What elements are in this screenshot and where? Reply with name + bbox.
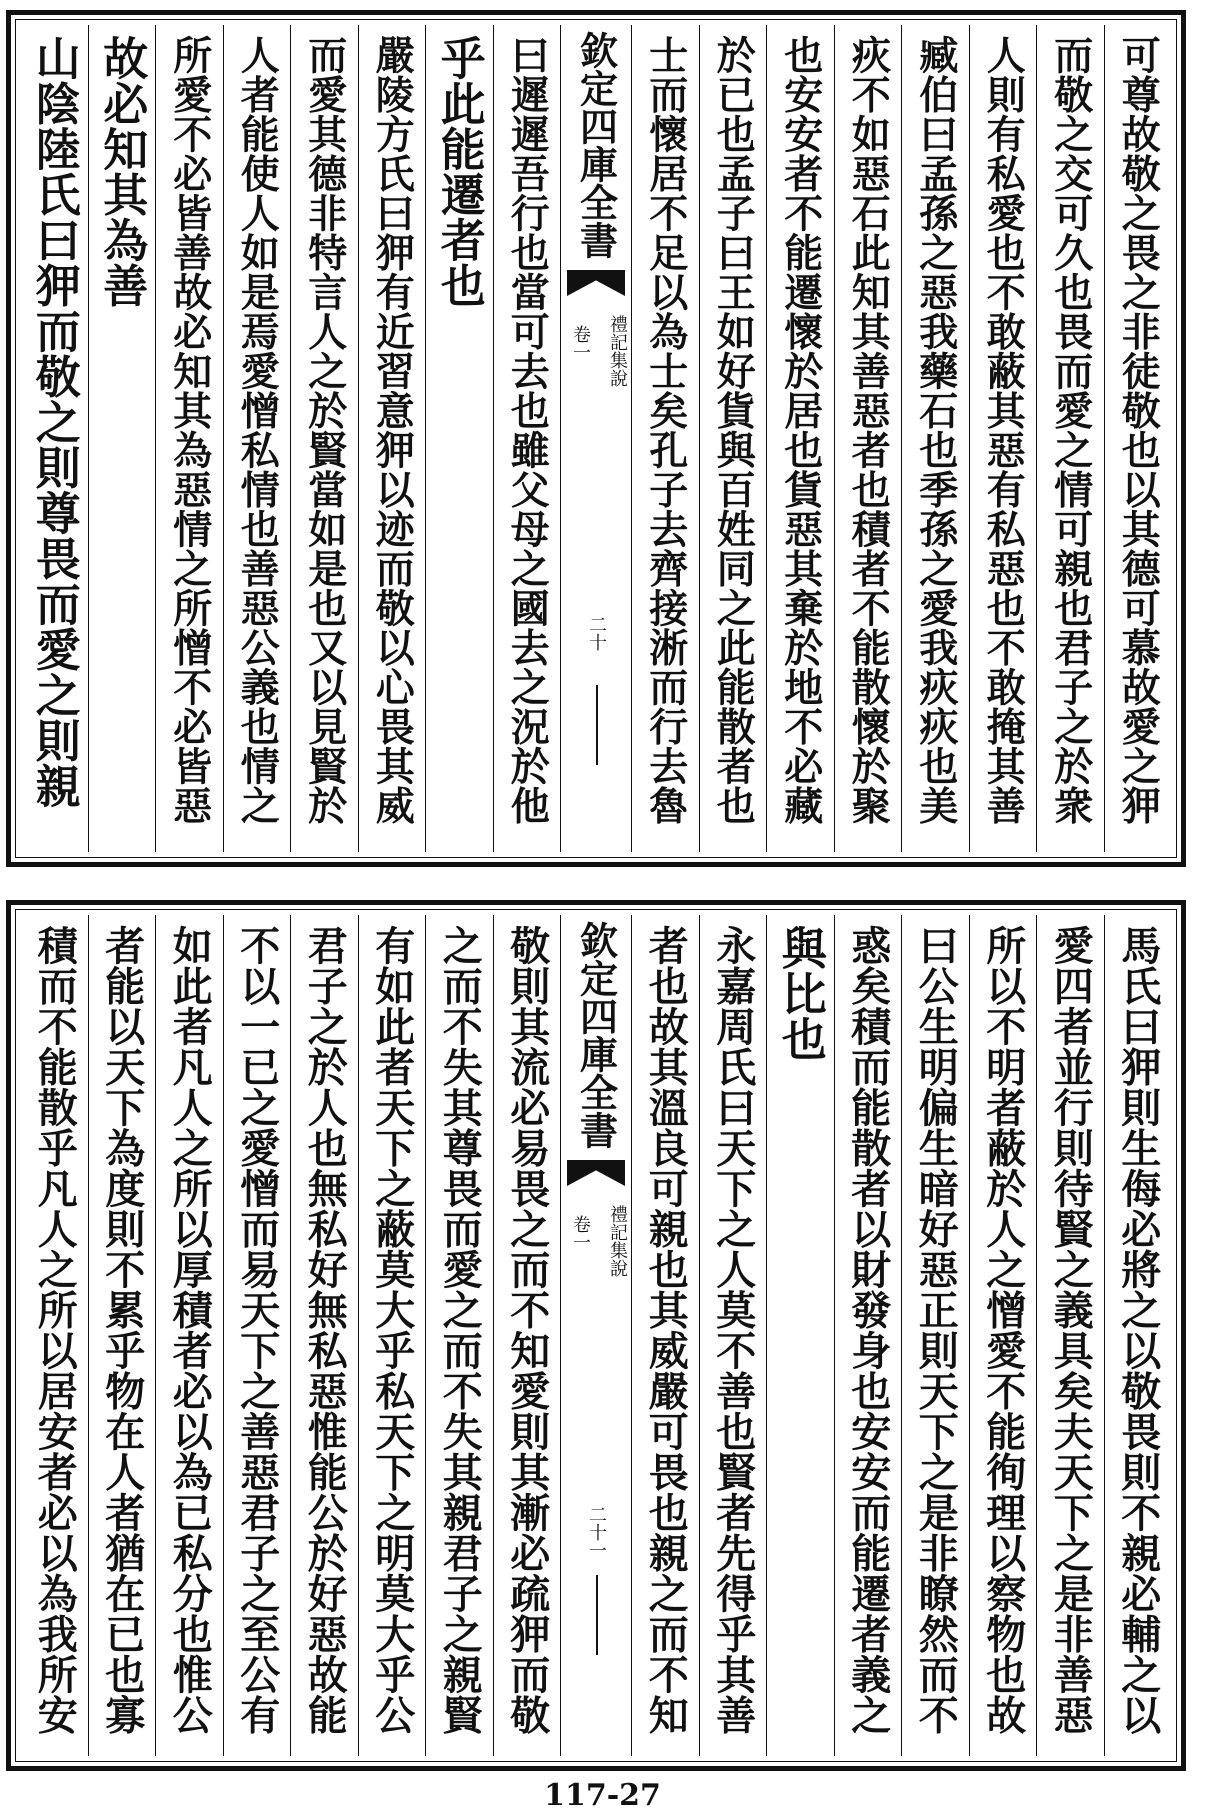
text-column [1104, 25, 1172, 852]
text-column [155, 915, 223, 1756]
text-column [21, 25, 88, 852]
text-column [766, 25, 834, 852]
text-column [358, 915, 426, 1756]
column-text: 而愛其德非特言人之於賢當如是也又以見賢於 [301, 35, 348, 825]
column-text: 可尊故敬之畏之非徒敬也以其德可慕故愛之狎 [1115, 35, 1162, 825]
text-column [223, 915, 291, 1756]
work-title: 禮記集說 [607, 315, 628, 387]
column-text: 人者能使人如是焉愛憎私情也善惡公義也情之 [234, 35, 281, 825]
text-column [358, 25, 426, 852]
column-text: 山陰陸氏曰狎而敬之則尊畏而愛之則親 [27, 35, 81, 809]
text-column [155, 25, 223, 852]
column-text: 惑矣積而能散者以財發身也安安而能遷者義之 [844, 925, 892, 1735]
column-text: 君子之於人也無私好無私惡惟能公於好惡故能 [301, 925, 349, 1735]
column-text: 曰公生明偏生暗好惡正則天下之是非瞭然而不 [912, 925, 960, 1735]
juan-label: 卷一 [570, 325, 591, 361]
column-text: 敬則其流必易畏之而不知愛則其漸必疏狎而敬 [503, 925, 551, 1735]
column-text: 者能以天下為度則不累乎物在人者猶在已也寡 [98, 925, 146, 1735]
column-text: 曰遲遲吾行也當可去也雖父母之國去之況於他 [504, 35, 551, 825]
column-text: 故必知其為善 [95, 35, 149, 308]
book-title: 欽定四庫全書 [573, 921, 619, 1149]
text-column [1036, 915, 1104, 1756]
text-column [425, 915, 493, 1756]
column-text: 疢不如惡石此知其善惡者也積者不能散懷於聚 [845, 35, 892, 825]
column-text: 士而懷居不足以為士矣孔子去齊接淅而行去魯 [642, 35, 689, 825]
column-text: 有如此者天下之蔽莫大乎私天下之明莫大乎公 [368, 925, 416, 1735]
text-column [969, 915, 1037, 1756]
column-text: 者也故其溫良可親也其威嚴可畏也親之而不知 [642, 925, 690, 1735]
text-column [901, 25, 969, 852]
page-number: 二十一 [586, 1505, 607, 1559]
text-column [21, 915, 88, 1756]
text-column [425, 25, 493, 852]
text-column [766, 915, 834, 1756]
bottom-page-frame [6, 900, 1186, 1771]
column-text: 嚴陵方氏曰狎有近習意狎以迹而敬以心畏其威 [369, 35, 416, 825]
text-column [901, 915, 969, 1756]
book-title: 欽定四庫全書 [573, 31, 619, 259]
text-column [1036, 25, 1104, 852]
text-column [969, 25, 1037, 852]
column-text: 愛四者並行則待賢之義具矣夫天下之是非善惡 [1047, 925, 1095, 1735]
text-column [1104, 915, 1172, 1756]
top-page-frame [6, 10, 1186, 867]
column-text: 之而不失其尊畏而愛之而不失其親君子之親賢 [436, 925, 484, 1735]
column-text: 如此者凡人之所以厚積者必以為已私分也惟公 [166, 925, 214, 1735]
page-number: 二十 [586, 615, 607, 651]
center-fold [560, 25, 631, 852]
text-column [290, 915, 358, 1756]
text-column [834, 25, 902, 852]
column-text: 人則有私愛也不敢蔽其惡有私惡也不敢掩其善 [980, 35, 1027, 825]
text-column [493, 25, 561, 852]
column-text: 也安安者不能遷懷於居也貨惡其棄於地不必藏 [777, 35, 824, 825]
text-column [493, 915, 561, 1756]
text-column [88, 25, 156, 852]
column-text: 而敬之交可久也畏而愛之情可親也君子之於衆 [1047, 35, 1094, 825]
folio-number: 117-27 [544, 1778, 661, 1813]
fishtail-mark [567, 270, 625, 296]
text-column [290, 25, 358, 852]
juan-label: 卷一 [570, 1215, 591, 1251]
text-column [699, 25, 767, 852]
column-text: 於已也孟子曰王如好貨與百姓同之此能散者也 [710, 35, 757, 825]
text-column [223, 25, 291, 852]
work-title: 禮記集說 [607, 1205, 628, 1277]
text-column [631, 25, 699, 852]
column-text: 所以不明者蔽於人之憎愛不能徇理以察物也故 [979, 925, 1027, 1735]
column-text: 所愛不必皆善故必知其為惡情之所憎不必皆惡 [166, 35, 213, 825]
text-column [631, 915, 699, 1756]
bottom-page-columns [21, 915, 1171, 1756]
column-text: 積而不能散乎凡人之所以居安者必以為我所安 [31, 925, 79, 1735]
column-text: 不以一已之愛憎而易天下之善惡君子之至公有 [233, 925, 281, 1735]
fold-rule [596, 1575, 598, 1655]
fold-rule [596, 685, 598, 765]
text-column [699, 915, 767, 1756]
column-text: 臧伯曰孟孫之惡我藥石也季孫之愛我疢疢也美 [912, 35, 959, 825]
center-fold [560, 915, 631, 1756]
column-text: 永嘉周氏曰天下之人莫不善也賢者先得乎其善 [709, 925, 757, 1735]
top-page-columns [21, 25, 1171, 852]
fishtail-mark [567, 1160, 625, 1186]
column-text: 乎此能遷者也 [432, 35, 486, 308]
column-text: 與比也 [773, 925, 827, 1062]
text-column [88, 915, 156, 1756]
text-column [834, 915, 902, 1756]
column-text: 馬氏曰狎則生侮必將之以敬畏則不親必輔之以 [1114, 925, 1162, 1735]
